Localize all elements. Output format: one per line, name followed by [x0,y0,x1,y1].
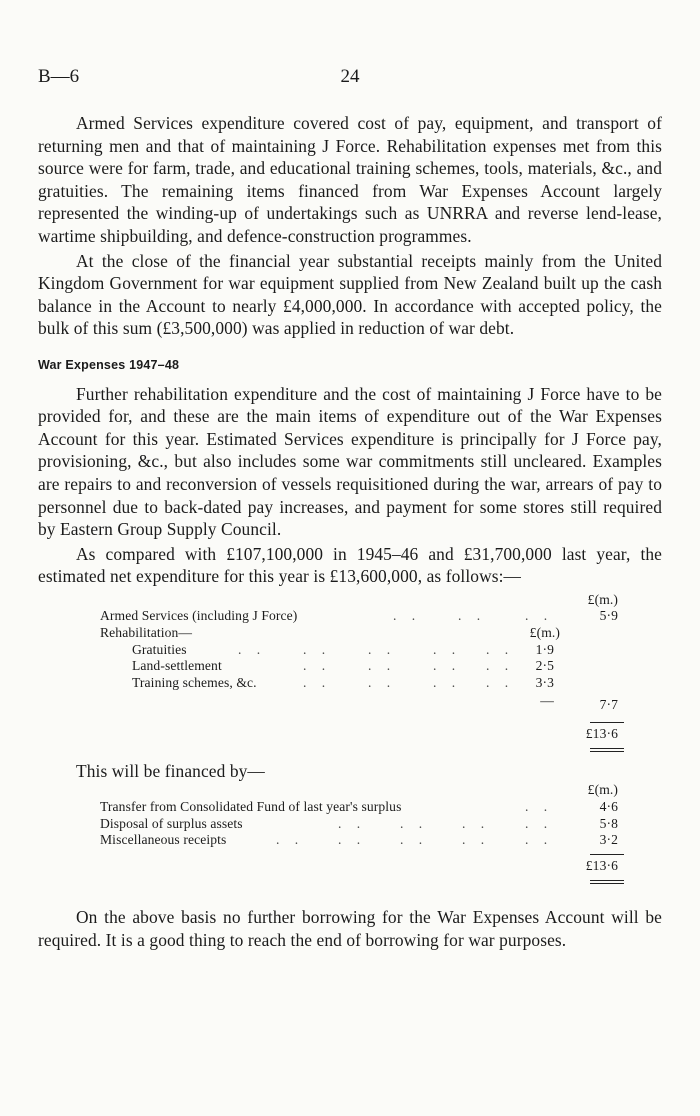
double-rule [590,751,624,752]
body-text [38,112,662,952]
leader-dots: . . [338,832,367,848]
paragraph-armed-services: Armed Services expenditure covered cost of pay, equipment, and transport of returning men and that of maintaining J Force. Rehabilitation expenses met from this source were for farm, trade, and educational training schemes, tools, materials, &c., and gratuities. The remaining items financed from War Expenses Account largely represented the winding-up of undertakings such as UNRRA and reverse lend-lease, wartime shipbuilding, and defence-construction programmes. [38,113,662,246]
leader-dots: . . [303,658,332,674]
row-label: Training schemes, &c. [132,674,257,690]
leader-dots: . . [462,815,491,831]
row-label: Land-settlement [132,658,222,674]
expenditure-total: £13·6 [585,725,618,741]
paragraph-closing: On the above basis no further borrowing for the War Expenses Account will be required. It is a good thing to reach the end of borrowing for war purposes. [38,907,662,951]
double-rule [590,748,624,749]
section-heading: War Expenses 1947–48 [38,357,180,372]
leader-dots: . . [458,608,487,624]
leader-dots: . . [525,815,554,831]
row-value: 3·2 [599,832,618,848]
double-rule [590,883,624,884]
row-label: Transfer from Consolidated Fund of last year's surplus [100,799,402,815]
rehab-total: 7·7 [599,697,618,713]
table-row [38,799,662,816]
row-value: 5·8 [599,815,618,831]
table-row [38,658,662,675]
total-rule [590,854,624,855]
leader-dots: . . [525,832,554,848]
row-value: 1·9 [535,641,554,657]
table-row [38,782,662,799]
leader-dots: . . [303,641,332,657]
leader-dots: . . [238,641,267,657]
row-value: 4·6 [599,799,618,815]
row-label: Miscellaneous receipts [100,832,227,848]
table-row [38,625,662,642]
row-label: Gratuities [132,641,187,657]
table-row [38,642,662,659]
leader-dots: . . [486,641,515,657]
leader-dots: . . [486,674,515,690]
leader-dots: . . [393,608,422,624]
row-label: Disposal of surplus assets [100,815,243,831]
leader-dots: . . [303,674,332,690]
table-row [38,858,662,875]
paragraph-financing: This will be financed by— [76,760,265,781]
unit-header: £(m.) [529,625,560,641]
leader-dots: . . [525,608,554,624]
leader-dots: . . [368,641,397,657]
leader-dots: . . [368,658,397,674]
leader-dots: . . [525,799,554,815]
page-number: 24 [340,66,360,87]
table-row [38,691,662,713]
row-value: 2·5 [535,658,554,674]
row-label: Rehabilitation— [100,625,193,641]
leader-dots: . . [433,658,462,674]
table-row [38,816,662,833]
unit-header: £(m.) [587,591,618,607]
table-row [38,675,662,692]
paragraph-rehabilitation: Further rehabilitation expenditure and the cost of maintaining J Force have to be provided for, and these are the main items of expenditure out of the War Expenses Account for this year. Estimated Services expenditure is principally for J Force pay, provisioning, &c., but also includes some war commitments still uncleared. Examples are repairs to and reconversion of vessels requisitioned during the war, arrears of pay to personnel due to back-dated pay increases, and payment for some stores still required by Eastern Group Supply Council. [38,383,662,540]
leader-dots: . . [462,832,491,848]
table-row [38,726,662,743]
leader-dots: . . [400,815,429,831]
table-row [38,608,662,625]
subtotal-dash: — [540,693,554,709]
leader-dots: . . [486,658,515,674]
paragraph-cash-balance: At the close of the financial year substantial receipts mainly from the United Kingdom Government for war equipment supplied from New Zealand built up the cash balance in the Account to nearly £4,000,000. In accordance with accepted policy, the bulk of this sum (£3,500,000) was applied in reduction of war debt. [38,250,662,339]
financing-total: £13·6 [585,858,618,874]
row-value: 3·3 [535,674,554,690]
leader-dots: . . [338,815,367,831]
section-code: B—6 [38,66,80,87]
table-row [38,832,662,849]
double-rule [590,880,624,881]
financing-table [38,782,662,880]
leader-dots: . . [433,641,462,657]
row-value: 5·9 [599,608,618,624]
leader-dots: . . [368,674,397,690]
leader-dots: . . [400,832,429,848]
leader-dots: . . [433,674,462,690]
expenditure-table [38,592,662,740]
table-row [38,592,662,609]
paragraph-comparison: As compared with £107,100,000 in 1945–46 and £31,700,000 last year, the estimated net expenditure for this year is £13,600,000, as follows:— [38,543,662,587]
row-label: Armed Services (including J Force) [100,608,298,624]
unit-header: £(m.) [587,782,618,798]
total-rule [590,722,624,723]
leader-dots: . . [276,832,305,848]
